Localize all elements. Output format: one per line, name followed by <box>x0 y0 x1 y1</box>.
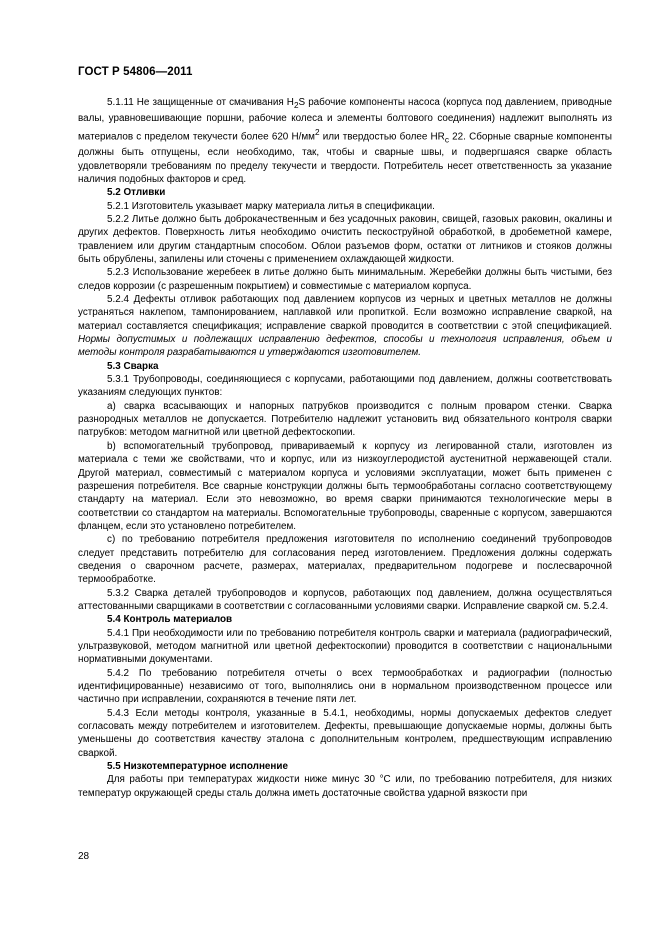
paragraph-5-4-3: 5.4.3 Если методы контроля, указанные в 5.4.1, необходимы, нормы допускаемых дефектов следует согласовать между потребителем и изготовителем. Дефекты, превышающие допускаемые нормы, должны быть уменьшены до соответствия качеству эталона с дополнительным контролем, предшествующим исправлению сваркой. <box>78 707 612 759</box>
heading-5-3: 5.3 Сварка <box>107 360 159 372</box>
paragraph-5-2-2: 5.2.2 Литье должно быть доброкачественным и без усадочных раковин, свищей, газовых раковин, окалины и других дефектов. Поверхность литья необходимо очистить пескоструйной обработкой, в дробеметной камере, травлением или другим стандартным способом. Облои разъемов форм, остатки от литников и стояков должны быть обрублены, запилены или сточены с применением охлаждающей жидкости. <box>78 213 612 266</box>
page-body <box>78 96 612 800</box>
paragraph-5-3-1-b: b) вспомогательный трубопровод, привариваемый к корпусу из легированной стали, изготовлен из материала с теми же свойствами, что и корпус, или из низкоуглеродистой аустенитной нержавеющей стали. Другой материал, совместимый с материалом корпуса и условиями эксплуатации, может быть применен с разрешения потребителя. Все сварные конструкции должны быть термообработаны согласно соответствующему стандарту на материал. Если это невозможно, во время сварки принимаются технологические меры в соответствии со стандартом на материалы. Вспомогательные трубопроводы, сваренные с корпусом, завершаются фланцем, если это установлено потребителем. <box>78 440 612 532</box>
paragraph-5-2-3: 5.2.3 Использование жеребеек в литье должно быть минимальным. Жеребейки должны быть чистыми, без следов коррозии (с разрешенным покрытием) и совместимые с материалом корпуса. <box>78 267 612 292</box>
paragraph-5-4-2: 5.4.2 По требованию потребителя отчеты о всех термообработках и радиографии (полностью идентифицированные) независимо от того, выполнялись они в нормальном производственном процессе или частично при исправлении, сохраняются в течение пяти лет. <box>78 667 612 706</box>
paragraph-5-3-2: 5.3.2 Сварка деталей трубопроводов и корпусов, работающих под давлением, должна осуществляться аттестованными сварщиками в соответствии с согласованными условиями сварки. Исправление сваркой см. 5.2.4. <box>78 587 612 612</box>
heading-5-5: 5.5 Низкотемпературное исполнение <box>107 761 288 773</box>
paragraph-5-3-1: 5.3.1 Трубопроводы, соединяющиеся с корпусами, работающими под давлением, должны соответствовать указаниям следующих пунктов: <box>78 374 612 399</box>
document-header: ГОСТ Р 54806—2011 <box>78 66 193 78</box>
heading-5-2: 5.2 Отливки <box>107 187 166 199</box>
paragraph-5-2-1: 5.2.1 Изготовитель указывает марку материала литья в спецификации. <box>107 200 435 212</box>
heading-5-4: 5.4 Контроль материалов <box>107 614 233 626</box>
paragraph-5-3-1-c: c) по требованию потребителя предложения изготовителя по исполнению соединений трубопроводов следует представить потребителю для согласования перед изготовлением. Предложения должны содержать сведения о сварочном расчете, размерах, материалах, предварительном подогреве и послесварочной термообработке. <box>78 534 612 586</box>
paragraph-5-1-11: 5.1.11 Не защищенные от смачивания $H_2S$ рабочие компоненты насоса (корпуса под давлением, приводные валы, уравновешивающие поршни, рабочие колеса и элементы болтового соединения) надлежит выполнять из материалов с пределом текучести более 620 $Н/мм^2$ или твердостью более $HR_c$ 22. Сборные сварные компоненты должны быть отпущены, если необходимо, так, чтобы и сварные швы, и подвергшаяся сварке область удовлетворяли требованиям по пределу текучести и твердости. Потребитель несет ответственность за указание наличия подобных факторов и сред. <box>78 97 613 185</box>
page-number: 28 <box>78 851 90 862</box>
paragraph-5-2-4: 5.2.4 Дефекты отливок работающих под давлением корпусов из черных и цветных металлов не должны устраняться наклепом, тампонированием, наплавкой или пропиткой. Если возможно исправление сваркой, на материал составляется спецификация; исправление сваркой проводится в соответствии с этой спецификацией. Нормы допустимых и подлежащих исправлению дефектов, способы и технология исправления, объем и методы контроля разрабатываются и утверждаются изготовителем. <box>78 294 612 359</box>
paragraph-5-5: Для работы при температурах жидкости ниже минус 30 °C или, по требованию потребителя, для низких температур окружающей среды сталь должна иметь достаточные свойства ударной вязкости при <box>78 774 612 799</box>
paragraph-5-4-1: 5.4.1 При необходимости или по требованию потребителя контроль сварки и материала (радиографический, ультразвуковой, методом магнитной или цветной дефектоскопии) проводится в соответствии с национальными нормативными документами. <box>78 627 612 666</box>
paragraph-5-3-1-a: а) сварка всасывающих и напорных патрубков производится с полным проваром стенки. Сварка разнородных металлов не допускается. Потребителю надлежит установить вид обязательного контроля сварки патрубков: методом магнитной или цветной дефектоскопии. <box>78 400 612 439</box>
